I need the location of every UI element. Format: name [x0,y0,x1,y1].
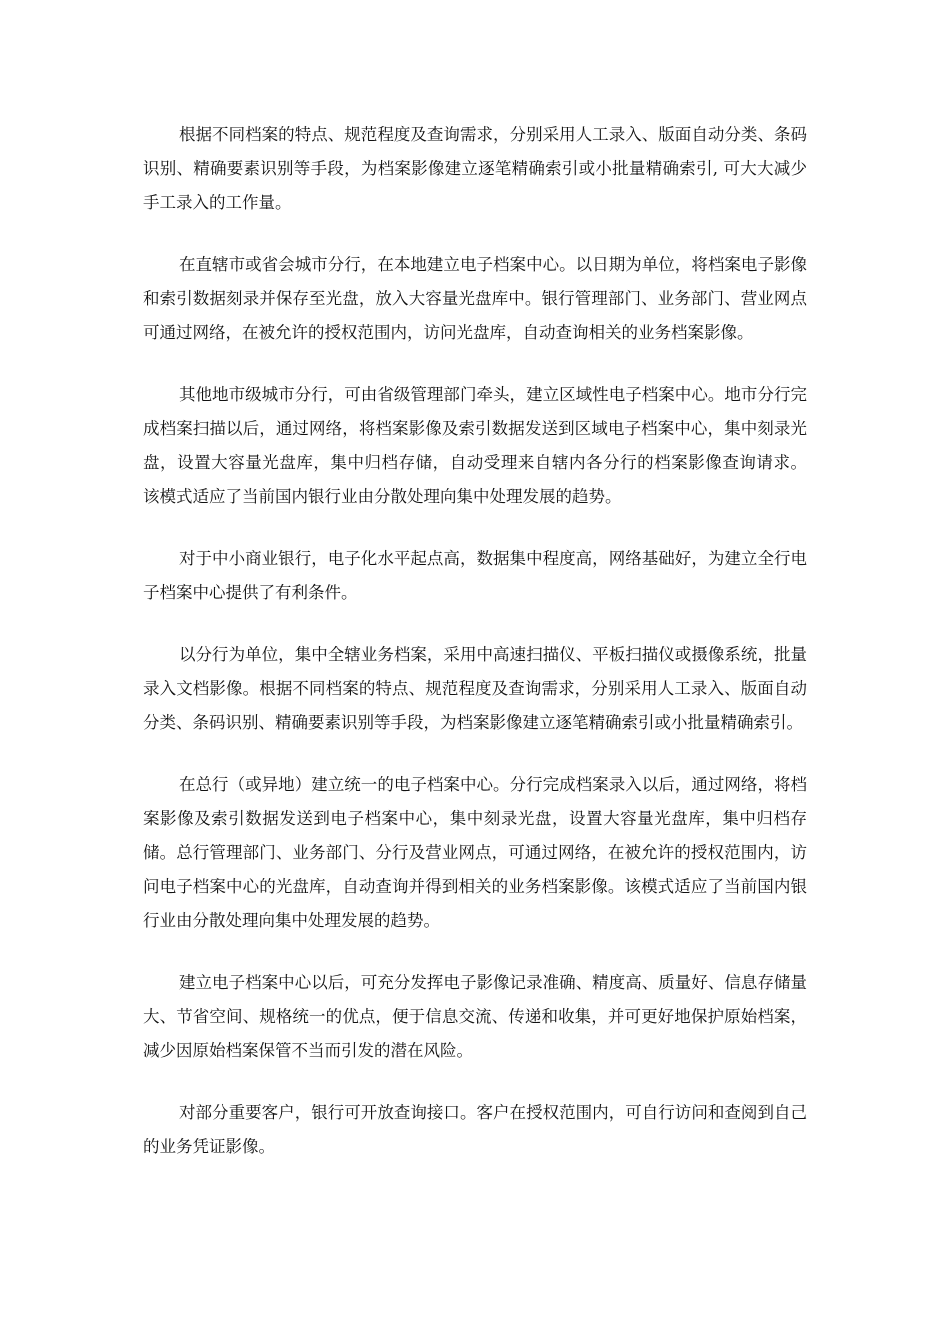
paragraph: 在直辖市或省会城市分行，在本地建立电子档案中心。以日期为单位，将档案电子影像和索引数据刻录并保存至光盘，放入大容量光盘库中。银行管理部门、业务部门、营业网点可通过网络，在被允许的授权范围内，访问光盘库，自动查询相关的业务档案影像。 [143,255,807,342]
document-body [143,118,807,1192]
paragraph: 其他地市级城市分行，可由省级管理部门牵头，建立区域性电子档案中心。地市分行完成档案扫描以后，通过网络，将档案影像及索引数据发送到区域电子档案中心，集中刻录光盘，设置大容量光盘库，集中归档存储，自动受理来自辖内各分行的档案影像查询请求。 该模式适应了当前国内银行业由分散处理向集中处理发展的趋势。 [143,385,807,506]
paragraph: 在总行（或异地）建立统一的电子档案中心。分行完成档案录入以后，通过网络，将档案影像及索引数据发送到电子档案中心，集中刻录光盘，设置大容量光盘库，集中归档存储。总行管理部门、业务部门、分行及营业网点，可通过网络，在被允许的授权范围内，访问电子档案中心的光盘库，自动查询并得到相关的业务档案影像。该模式适应了当前国内银行业由分散处理向集中处理发展的趋势。 [143,775,807,930]
paragraph: 对部分重要客户，银行可开放查询接口。客户在授权范围内，可自行访问和查阅到自己的业务凭证影像。 [143,1103,807,1156]
paragraph: 以分行为单位，集中全辖业务档案，采用中高速扫描仪、平板扫描仪或摄像系统，批量录入文档影像。根据不同档案的特点、规范程度及查询需求，分别采用人工录入、版面自动分类、条码识别、精确要素识别等手段，为档案影像建立逐笔精确索引或小批量精确索引。 [143,645,807,732]
paragraph: 根据不同档案的特点、规范程度及查询需求，分别采用人工录入、版面自动分类、条码识别、精确要素识别等手段，为档案影像建立逐笔精确索引或小批量精确索引, 可大大减少手工录入的工作量。 [143,125,807,212]
paragraph: 对于中小商业银行，电子化水平起点高，数据集中程度高，网络基础好，为建立全行电子档案中心提供了有利条件。 [143,549,807,602]
paragraph: 建立电子档案中心以后，可充分发挥电子影像记录准确、精度高、质量好、信息存储量大、节省空间、规格统一的优点，便于信息交流、传递和收集，并可更好地保护原始档案，减少因原始档案保管不当而引发的潜在风险。 [143,973,807,1060]
